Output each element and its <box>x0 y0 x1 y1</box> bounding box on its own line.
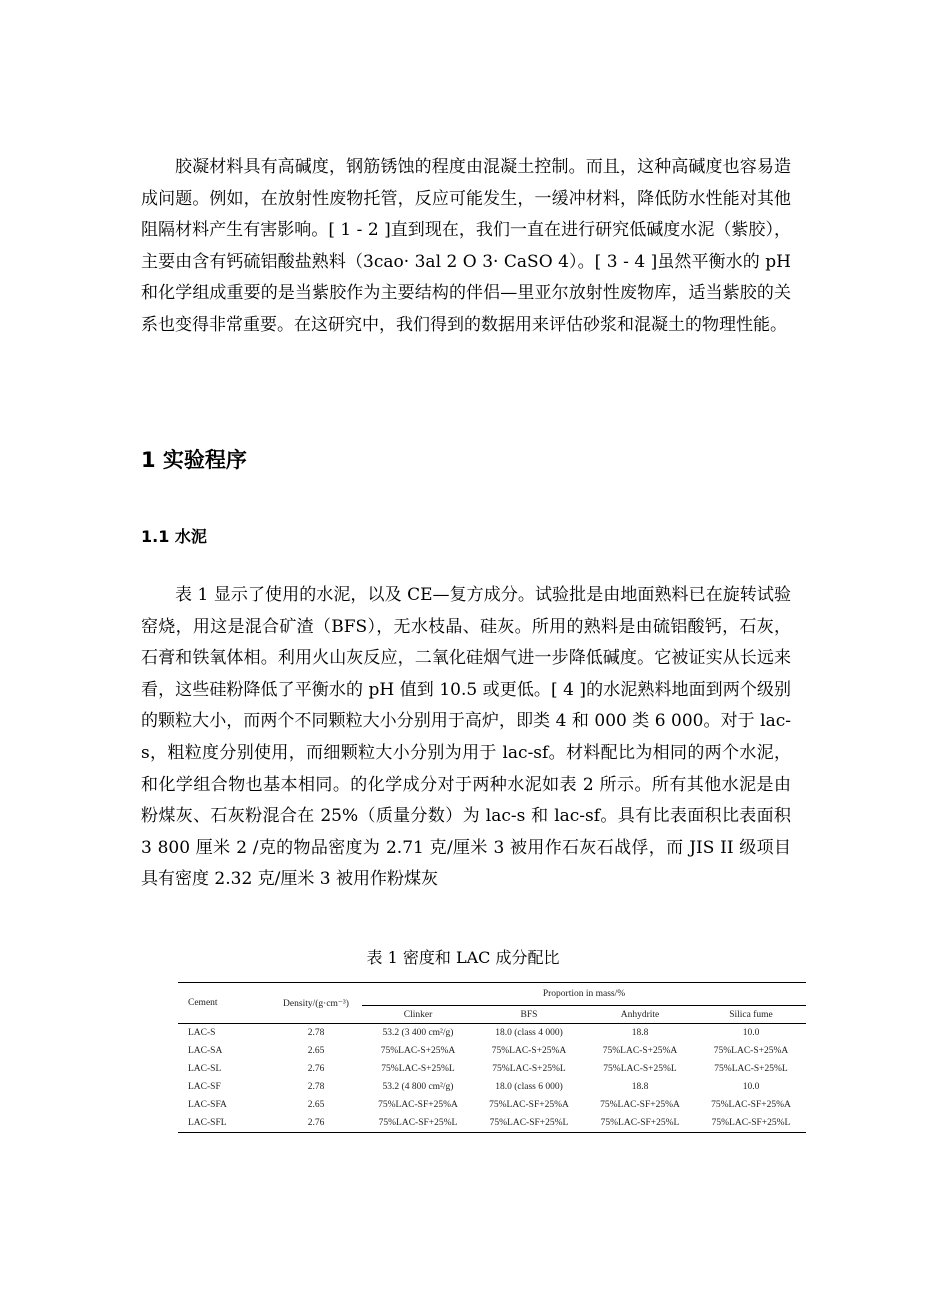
cell-clinker: 75%LAC-SF+25%A <box>378 1100 458 1110</box>
cell-density: 2.78 <box>307 1028 325 1038</box>
cell-cement: LAC-SFL <box>178 1114 270 1133</box>
table-row <box>178 1114 806 1133</box>
table-row <box>178 1042 806 1060</box>
cell-clinker: 53.2 (3 400 cm²/g) <box>382 1028 454 1038</box>
cell-silica-fume: 10.0 <box>742 1028 760 1038</box>
header-cement: Cement <box>178 983 270 1024</box>
cell-silica-fume: 75%LAC-S+25%L <box>714 1064 788 1074</box>
cell-silica-fume: 10.0 <box>742 1082 760 1092</box>
cell-silica-fume: 75%LAC-SF+25%L <box>696 1114 806 1133</box>
cell-clinker: 75%LAC-S+25%A <box>380 1046 456 1056</box>
cell-bfs: 75%LAC-S+25%A <box>491 1046 567 1056</box>
table-caption: 表 1 密度和 LAC 成分配比 <box>366 948 560 967</box>
header-anhydrite: Anhydrite <box>584 1006 696 1024</box>
composition-table <box>178 982 806 1133</box>
table-row <box>178 1078 806 1096</box>
cell-cement: LAC-SL <box>188 1064 222 1074</box>
cell-density: 2.76 <box>270 1114 362 1133</box>
cell-bfs: 18.0 (class 6 000) <box>495 1082 563 1092</box>
table-row <box>178 1024 806 1043</box>
cell-anhydrite: 75%LAC-S+25%A <box>602 1046 678 1056</box>
cell-density: 2.76 <box>307 1064 325 1074</box>
cell-cement: LAC-SF <box>188 1082 221 1092</box>
cell-bfs: 75%LAC-S+25%L <box>492 1064 566 1074</box>
header-bfs: BFS <box>474 1006 584 1024</box>
cell-cement: LAC-SFA <box>188 1100 227 1110</box>
cell-density: 2.65 <box>307 1046 325 1056</box>
cement-paragraph: 表 1 显示了使用的水泥，以及 CE—复方成分。试验批是由地面熟料已在旋转试验窑烧，用这是混合矿渣（BFS），无水枝晶、硅灰。所用的熟料是由硫铝酸钙，石灰，石膏和铁氧体相。利用火山灰反应，二氧化硅烟气进一步降低碱度。它被证实从长远来看，这些硅粉降低了平衡水的 pH 值到 10.5 或更低。[ 4 ]的水泥熟料地面到两个级别的颗粒大小，而两个不同颗粒大小分别用于高炉，即类 4 和 000 类 6 000。对于 lac-s，粗粒度分别使用，而细颗粒大小分别为用于 lac-sf。材料配比为相同的两个水泥，和化学组合物也基本相同。的化学成分对于两种水泥如表 2 所示。所有其他水泥是由粉煤灰、石灰粉混合在 25%（质量分数）为 lac-s 和 lac-sf。具有比表面积比表面积 3 800 厘米 2 /克的物品密度为 2.71 克/厘米 3 被用作石灰石战俘，而 JIS II 级项目具有密度 2.32 克/厘米 3 被用作粉煤灰 <box>141 585 791 890</box>
cell-clinker: 75%LAC-SF+25%L <box>362 1114 474 1133</box>
intro-paragraph: 胶凝材料具有高碱度，钢筋锈蚀的程度由混凝土控制。而且，这种高碱度也容易造成问题。例如，在放射性废物托管，反应可能发生，一缓冲材料，降低防水性能对其他阻隔材料产生有害影响。[ 1 - 2 ]直到现在，我们一直在进行研究低碱度水泥（紫胶），主要由含有钙硫铝酸盐熟料（3cao· 3al 2 O 3· CaSO 4）。[ 3 - 4 ]虽然平衡水的 pH 和化学组成重要的是当紫胶作为主要结构的伴侣—里亚尔放射性废物库，适当紫胶的关系也变得非常重要。在这研究中，我们得到的数据用来评估砂浆和混凝土的物理性能。 <box>141 157 791 335</box>
cell-silica-fume: 75%LAC-S+25%A <box>713 1046 789 1056</box>
header-density: Density/(g·cm⁻³) <box>270 983 362 1024</box>
table-row <box>178 1060 806 1078</box>
cell-bfs: 18.0 (class 4 000) <box>495 1028 563 1038</box>
cell-anhydrite: 75%LAC-S+25%L <box>603 1064 677 1074</box>
cell-anhydrite: 18.8 <box>631 1082 649 1092</box>
cell-silica-fume: 75%LAC-SF+25%A <box>711 1100 791 1110</box>
cell-clinker: 75%LAC-S+25%L <box>381 1064 455 1074</box>
cell-bfs: 75%LAC-SF+25%L <box>474 1114 584 1133</box>
cell-bfs: 75%LAC-SF+25%A <box>489 1100 569 1110</box>
cell-cement: LAC-SA <box>188 1046 223 1056</box>
table-row <box>178 1096 806 1114</box>
cell-anhydrite: 75%LAC-SF+25%A <box>600 1100 680 1110</box>
header-proportion: Proportion in mass/% <box>362 983 806 1006</box>
section-heading: 1 实验程序 <box>141 448 247 472</box>
cell-anhydrite: 18.8 <box>631 1028 649 1038</box>
cell-density: 2.65 <box>307 1100 325 1110</box>
subsection-heading: 1.1 水泥 <box>141 527 207 546</box>
header-silica-fume: Silica fume <box>696 1006 806 1024</box>
header-clinker: Clinker <box>362 1006 474 1024</box>
cell-cement: LAC-S <box>188 1028 216 1038</box>
cell-anhydrite: 75%LAC-SF+25%L <box>584 1114 696 1133</box>
cell-clinker: 53.2 (4 800 cm²/g) <box>382 1082 454 1092</box>
cell-density: 2.78 <box>307 1082 325 1092</box>
